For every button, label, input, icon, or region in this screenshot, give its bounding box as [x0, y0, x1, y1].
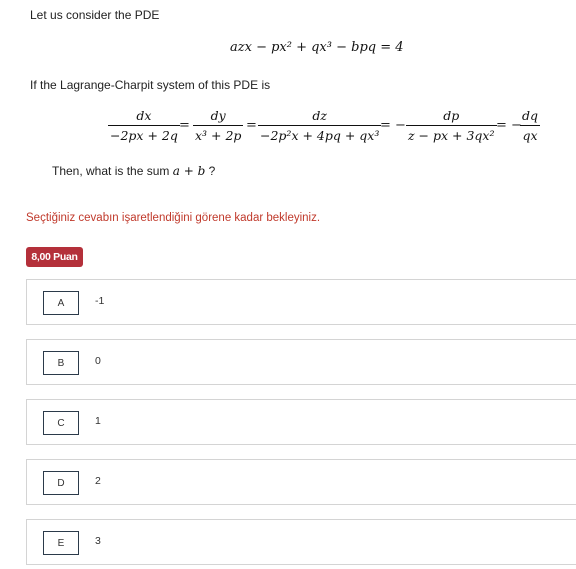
fraction-denominator: x³ + 2p	[195, 128, 242, 143]
question-prompt	[52, 164, 215, 178]
prompt-prefix: Then, what is the sum	[52, 164, 170, 178]
equals-minus-sign: = −	[380, 118, 406, 133]
lagrange-charpit-system	[108, 106, 548, 150]
prompt-math: a + b	[172, 164, 206, 178]
option-c[interactable]	[26, 399, 576, 445]
system-label: If the Lagrange-Charpit system of this PDE is	[30, 78, 271, 92]
fraction-numerator: dy	[210, 108, 226, 123]
option-value: 1	[95, 415, 101, 427]
fraction-numerator: dx	[136, 108, 152, 123]
pde-equation: azx − px² + qx³ − bpq = 4	[230, 40, 404, 55]
points-badge: 8,00 Puan	[26, 247, 83, 267]
option-value: -1	[95, 295, 105, 307]
option-e[interactable]	[26, 519, 576, 565]
option-letter-button[interactable]: A	[43, 291, 79, 315]
fraction-numerator: dq	[522, 108, 539, 123]
selection-notice: Seçtiğiniz cevabın işaretlendiğini görene kadar bekleyiniz.	[26, 212, 321, 224]
prompt-suffix: ?	[208, 164, 216, 178]
fraction-numerator: dp	[443, 108, 460, 123]
option-letter-button[interactable]: E	[43, 531, 79, 555]
fraction-denominator: −2p²x + 4pq + qx³	[260, 128, 380, 143]
option-a[interactable]	[26, 279, 576, 325]
option-letter-button[interactable]: C	[43, 411, 79, 435]
equals-sign: =	[246, 118, 257, 133]
question-intro: Let us consider the PDE	[30, 8, 160, 22]
equals-minus-sign: = −	[496, 118, 522, 133]
option-letter-button[interactable]: D	[43, 471, 79, 495]
fraction-dx	[108, 106, 180, 145]
option-d[interactable]	[26, 459, 576, 505]
option-b[interactable]	[26, 339, 576, 385]
option-value: 3	[95, 535, 101, 547]
fraction-denominator: z − px + 3qx²	[408, 128, 495, 143]
fraction-dz	[258, 106, 381, 145]
fraction-denominator: −2px + 2q	[110, 128, 178, 143]
fraction-denominator: qx	[522, 128, 538, 143]
fraction-dy	[193, 106, 243, 145]
fraction-numerator: dz	[312, 108, 327, 123]
option-value: 0	[95, 355, 101, 367]
option-letter-button[interactable]: B	[43, 351, 79, 375]
equals-sign: =	[179, 118, 190, 133]
fraction-dq	[520, 106, 540, 145]
fraction-dp	[406, 106, 497, 145]
option-value: 2	[95, 475, 101, 487]
